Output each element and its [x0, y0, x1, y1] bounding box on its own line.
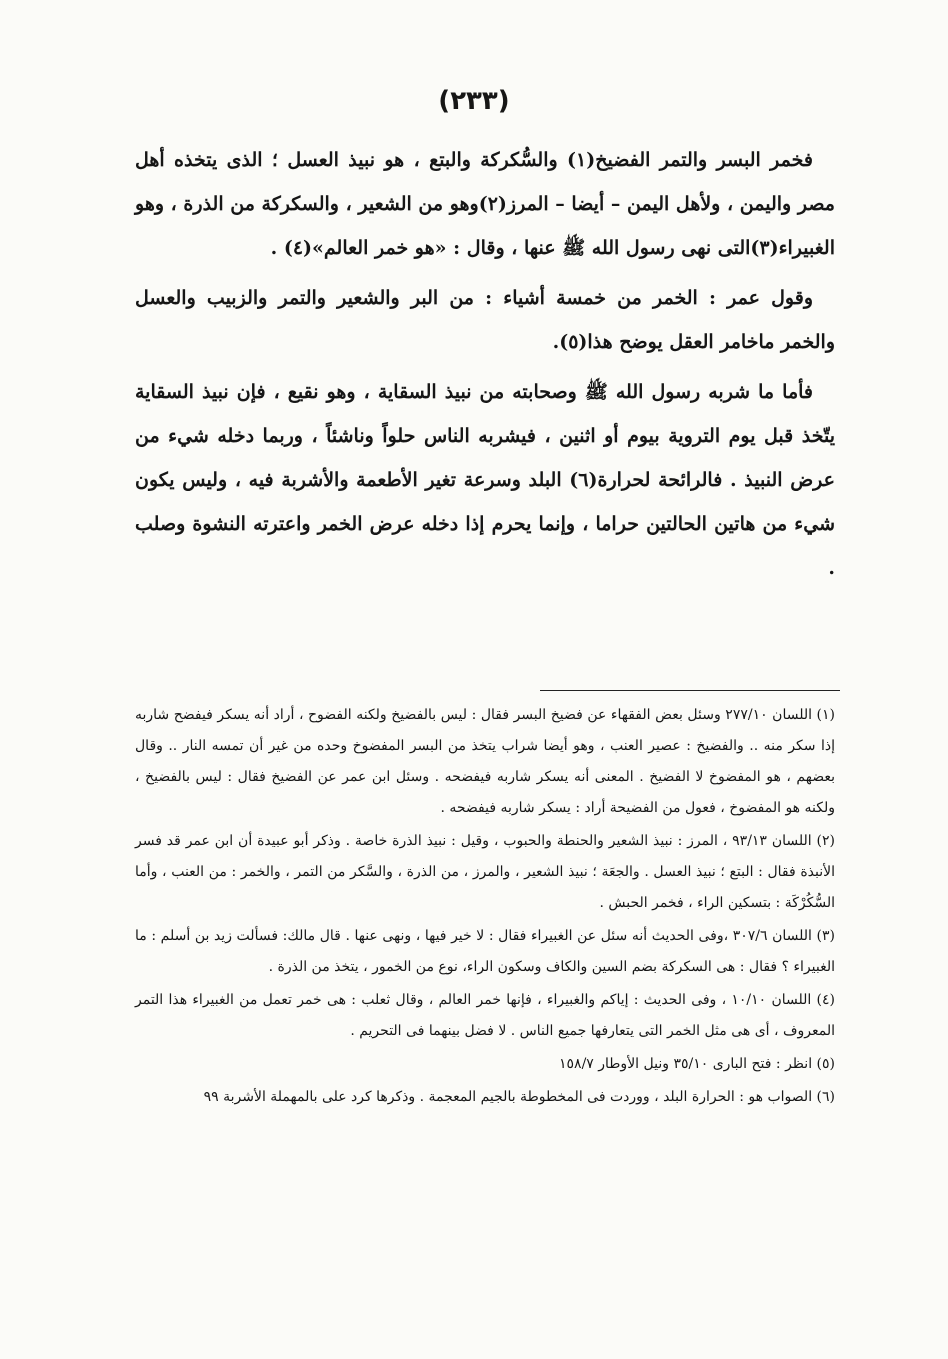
footnote-5: (٥) انظر : فتح البارى ٣٥/١٠ ونيل الأوطار ١٥٨/٧: [559, 1056, 835, 1072]
footnote-2: (٢) اللسان ٩٣/١٣ ، المرز : نبيذ الشعير والحنطة والحبوب ، وقيل : نبيذ الذرة خاصة . وذكر أبو عبيدة أن ابن عمر قد فسر الأنبذة فقال : البتع ؛ نبيذ العسل . والجعَة ؛ نبيذ الشعير ، والمرز ، من الذرة ، والسَّكر من التمر ، والخمر : من العنب ، وأما السُّكُرْكَة : بتسكين الراء ، فخمر الحبش .: [135, 833, 835, 911]
paragraph-2: وقول عمر : الخمر من خمسة أشياء : من البر والشعير والتمر والزبيب والعسل والخمر ماخامر العقل يوضح هذا(٥).: [135, 287, 835, 353]
footnotes: [135, 700, 835, 1115]
paragraph-3: فأما ما شربه رسول الله ﷺ وصحابته من نبيذ السقاية ، وهو نقيع ، فإن نبيذ السقاية يتّخذ قبل يوم التروية بيوم أو اثنين ، فيشربه الناس حلواً وناشئاً ، وربما دخله شيء من عرض النبيذ . فالرائحة لحرارة(٦) البلد وسرعة تغير الأطعمة والأشربة فيه ، وليس يكون شيء من هاتين الحالتين حراما ، وإنما يحرم إذا دخله عرض الخمر واعترته النشوة وصلب .: [135, 381, 835, 579]
main-text: [135, 138, 835, 596]
footnote-separator: [540, 690, 840, 691]
paragraph-1: فخمر البسر والتمر الفضيخ(١) والسُّكركة والبتع ، هو نبيذ العسل ؛ الذى يتخذه أهل مصر واليمن ، ولأهل اليمن – أيضا – المرز(٢)وهو من الشعير ، والسكركة من الذرة ، وهو الغبيراء(٣)التى نهى رسول الله ﷺ عنها ، وقال : «هو خمر العالم»(٤) .: [135, 149, 835, 259]
footnote-4: (٤) اللسان ١٠/١٠ ، وفى الحديث : إياكم والغبيراء ، فإنها خمر العالم ، وقال ثعلب : هى خمر تعمل من الغبيراء هذا التمر المعروف ، أى هى مثل الخمر التى يتعارفها جميع الناس . لا فضل بينهما فى التحريم .: [135, 992, 835, 1039]
page-number: (٢٣٣): [438, 86, 510, 116]
footnote-1: (١) اللسان ٢٧٧/١٠ وسئل بعض الفقهاء عن فضيخ البسر فقال : ليس بالفضيخ ولكنه الفضوح ، أراد أنه يسكر فيفضح شاربه إذا سكر منه .. والفضيخ : عصير العنب ، وهو أيضا شراب يتخذ من البسر المفضوخ وحده من غير أن تمسه النار .. وقال بعضهم ، هو المفضوخ لا الفضيخ . المعنى أنه يسكر شاربه فيفضحه . وسئل ابن عمر عن الفضيخ فقال : ليس بالفضيخ ، ولكنه هو المفضوخ ، فعول من الفضيحة أراد : يسكر شاربه فيفضحه .: [135, 707, 835, 816]
footnote-3: (٣) اللسان ٣٠٧/٦ ،وفى الحديث أنه سئل عن الغبيراء فقال : لا خير فيها ، ونهى عنها . قال مالك: فسألت زيد بن أسلم : ما الغبيراء ؟ فقال : هى السكركة بضم السين والكاف وسكون الراء، نوع من الخمور ، يتخذ من الذرة .: [135, 928, 835, 975]
footnote-6: (٦) الصواب هو : الحرارة البلد ، ووردت فى المخطوطة بالجيم المعجمة . وذكرها كرد على بالمهملة الأشربة ٩٩: [203, 1089, 835, 1105]
